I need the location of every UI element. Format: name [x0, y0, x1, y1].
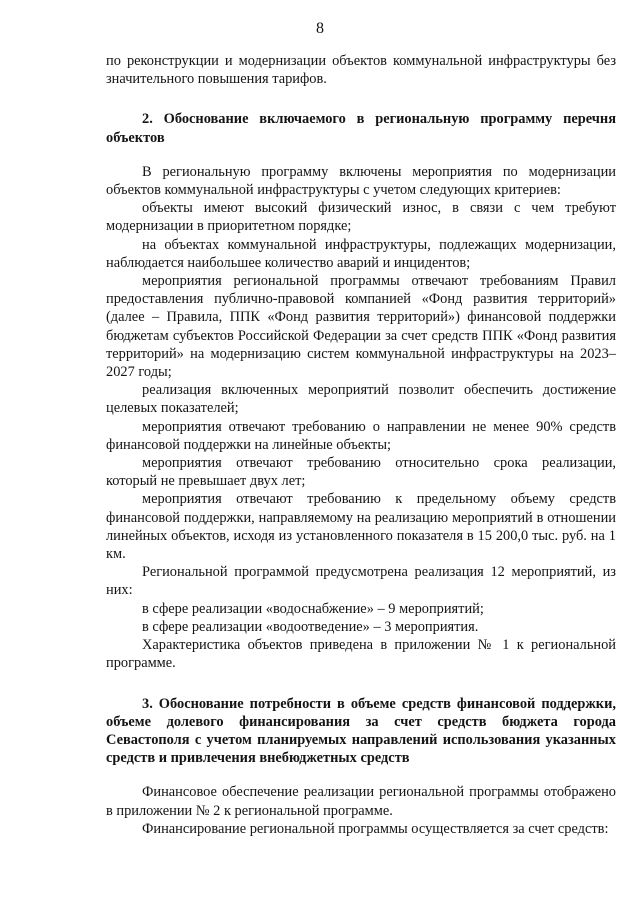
activity-count-item: в сфере реализации «водоснабжение» – 9 мероприятий; — [142, 600, 484, 617]
section-2-paragraph: Региональной программой предусмотрена реализация 12 мероприятий, из них: — [106, 564, 616, 599]
criterion-item: мероприятия отвечают требованию относительно срока реализации, который не превышает двух лет; — [106, 455, 616, 490]
page-number: 8 — [316, 20, 324, 37]
section-2-heading: 2. Обоснование включаемого в региональную программу перечня объектов — [106, 111, 616, 146]
criterion-item: на объектах коммунальной инфраструктуры, подлежащих модернизации, наблюдается наибольшее количество аварий и инцидентов; — [106, 236, 616, 271]
criterion-item: мероприятия региональной программы отвечают требованиям Правил предоставления публично-правовой компанией «Фонд развития территорий» (далее – Правила, ППК «Фонд развития территорий») финансовой поддержки бюджетам субъектов Российской Федерации за счет средств ППК «Фонд развития территорий» на модернизацию систем коммунальной инфраструктуры на 2023–2027 годы; — [106, 273, 616, 381]
activity-count-item: в сфере реализации «водоотведение» – 3 мероприятия. — [142, 618, 479, 635]
section-3-paragraph: Финансовое обеспечение реализации региональной программы отображено в приложении № 2 к региональной программе. — [106, 784, 616, 819]
section-3-heading: 3. Обоснование потребности в объеме средств финансовой поддержки, объеме долевого финансирования за счет средств бюджета города Севастополя с учетом планируемых направлений использования указанных средств и привлечения внебюджетных средств — [106, 695, 616, 767]
criterion-item: реализация включенных мероприятий позволит обеспечить достижение целевых показателей; — [106, 382, 616, 417]
criterion-item: мероприятия отвечают требованию к предельному объему средств финансовой поддержки, направляемому на реализацию мероприятий в отношении линейных объектов, исходя из установленного показателя в 15 200,0 тыс. руб. на 1 км. — [106, 491, 616, 563]
intro-paragraph: по реконструкции и модернизации объектов коммунальной инфраструктуры без значительного повышения тарифов. — [106, 53, 616, 88]
section-3-paragraph: Финансирование региональной программы осуществляется за счет средств: — [142, 820, 609, 837]
criterion-item: мероприятия отвечают требованию о направлении не менее 90% средств финансовой поддержки на линейные объекты; — [106, 418, 616, 453]
document-body — [106, 52, 616, 838]
section-2-paragraph: В региональную программу включены мероприятия по модернизации объектов коммунальной инфраструктуры с учетом следующих критериев: — [106, 163, 616, 199]
section-2-paragraph: Характеристика объектов приведена в приложении № 1 к региональной программе. — [106, 637, 616, 672]
criterion-item: объекты имеют высокий физический износ, в связи с чем требуют модернизации в приоритетном порядке; — [106, 200, 616, 235]
